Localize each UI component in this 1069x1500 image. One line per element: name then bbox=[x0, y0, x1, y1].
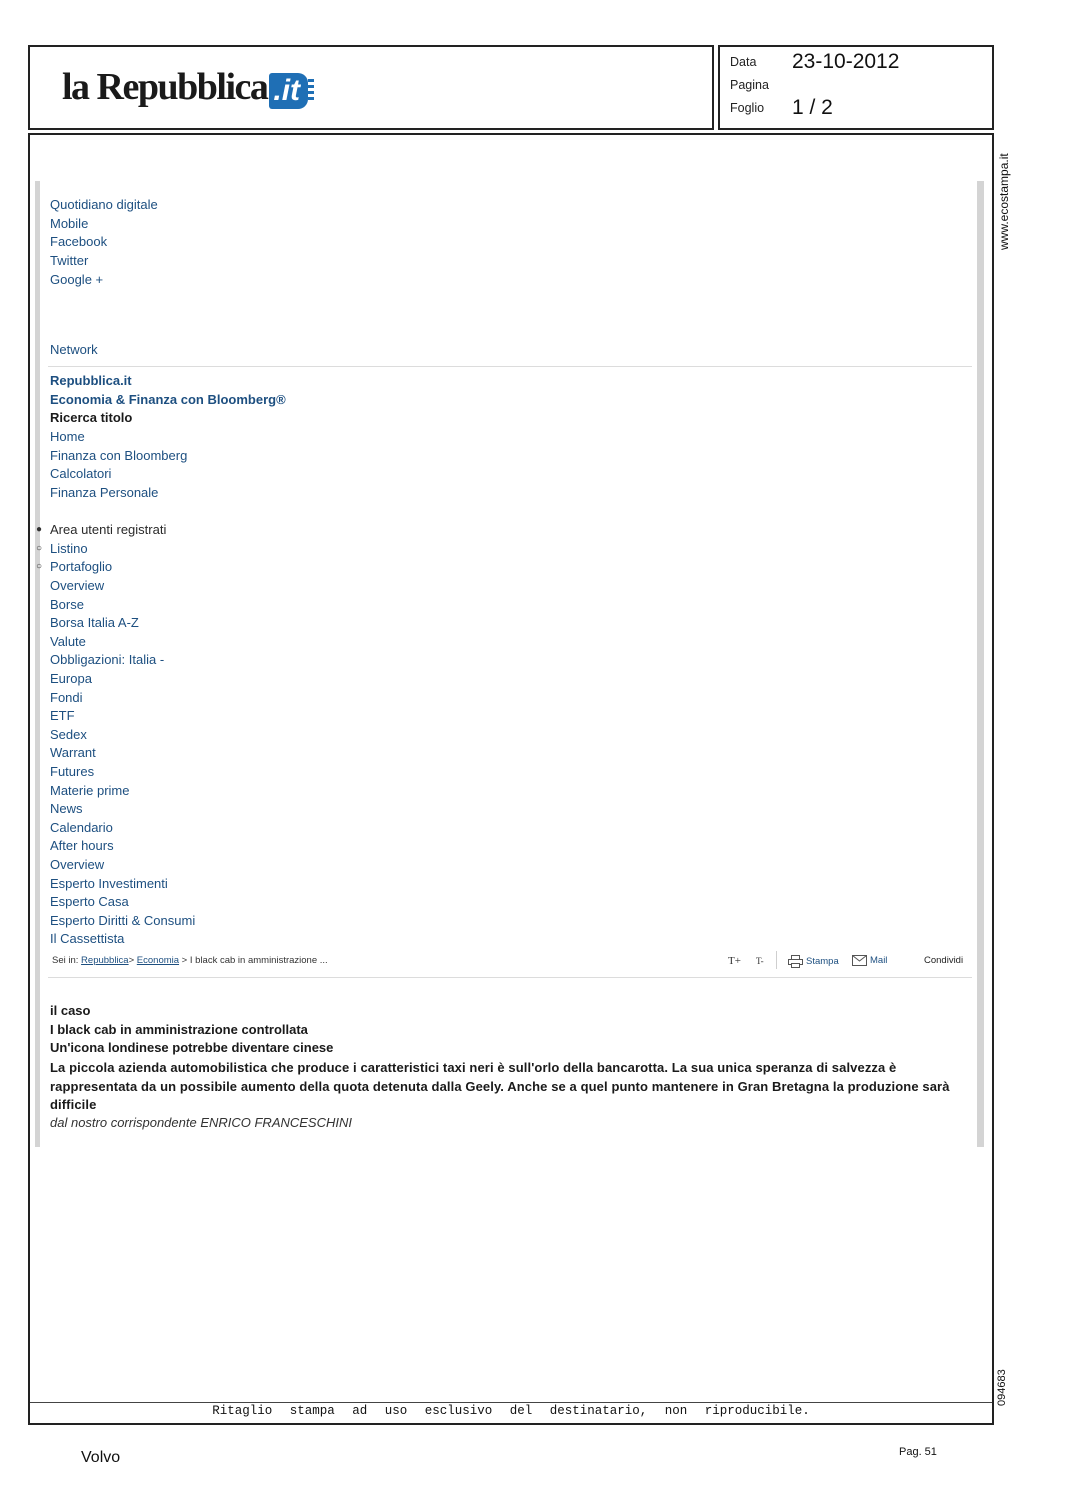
share-button[interactable]: Condividi bbox=[924, 955, 964, 966]
link-network[interactable]: Network bbox=[50, 342, 98, 357]
link-repubblica-it[interactable]: Repubblica.it bbox=[50, 373, 132, 388]
masthead-box bbox=[28, 45, 714, 130]
repubblica-logo bbox=[62, 65, 308, 109]
link-materie-prime[interactable]: Materie prime bbox=[50, 783, 130, 798]
print-button[interactable] bbox=[788, 955, 839, 968]
link-etf[interactable]: ETF bbox=[50, 708, 75, 723]
bullet-hollow-icon: ○ bbox=[36, 561, 43, 572]
sheet-label: Foglio bbox=[730, 101, 765, 115]
link-mobile[interactable]: Mobile bbox=[50, 216, 89, 231]
link-finanza-personale[interactable]: Finanza Personale bbox=[50, 485, 159, 500]
article-toolbar bbox=[52, 953, 972, 973]
link-google-plus[interactable]: Google + bbox=[50, 272, 104, 287]
breadcrumb-separator: > bbox=[128, 955, 135, 966]
link-calendario[interactable]: Calendario bbox=[50, 820, 113, 835]
date-label: Data bbox=[730, 55, 757, 69]
breadcrumb-current: > I black cab in amministrazione ... bbox=[179, 955, 328, 966]
page-scrollbar[interactable] bbox=[977, 181, 984, 1147]
article-title: I black cab in amministrazione controllata bbox=[50, 1022, 308, 1037]
link-obbligazioni-italia[interactable]: Obbligazioni: Italia - bbox=[50, 652, 165, 667]
link-overview-2[interactable]: Overview bbox=[50, 857, 105, 872]
divider bbox=[48, 366, 972, 367]
link-calcolatori[interactable]: Calcolatori bbox=[50, 466, 112, 481]
bullet-filled-icon: ● bbox=[36, 524, 43, 535]
link-borse[interactable]: Borse bbox=[50, 597, 84, 612]
logo-domain-badge: .it bbox=[269, 73, 308, 109]
link-home[interactable]: Home bbox=[50, 429, 85, 444]
mail-button[interactable] bbox=[852, 955, 887, 966]
disclaimer-bar bbox=[30, 1402, 992, 1421]
disclaimer-text: Ritaglio stampa ad uso esclusivo del destinatario, non riproducibile. bbox=[212, 1404, 810, 1418]
link-overview[interactable]: Overview bbox=[50, 578, 105, 593]
link-warrant[interactable]: Warrant bbox=[50, 745, 96, 760]
page-number: Pag. 51 bbox=[899, 1446, 937, 1458]
bullet-hollow-icon: ○ bbox=[36, 543, 43, 554]
ecostampa-website: www.ecostampa.it bbox=[997, 153, 1011, 250]
envelope-icon bbox=[852, 955, 867, 966]
breadcrumb-link-repubblica[interactable]: Repubblica bbox=[81, 955, 129, 966]
link-twitter[interactable]: Twitter bbox=[50, 253, 89, 268]
clipping-content-frame bbox=[28, 133, 994, 1425]
link-valute[interactable]: Valute bbox=[50, 634, 86, 649]
article-kicker: il caso bbox=[50, 1003, 91, 1018]
article-summary: La piccola azienda automobilistica che produce i caratteristici taxi neri è sull'orlo della bancarotta. La sua unica speranza di salvezza è rappresentata da un possibile aumento della quota detenuta dalla Geely. Anche se a quel punto mantenere in Gran Bretagna la produzione sarà difficile bbox=[50, 1060, 950, 1112]
link-economia-finanza[interactable]: Economia & Finanza con Bloomberg® bbox=[50, 392, 286, 407]
breadcrumb bbox=[52, 955, 328, 966]
link-borsa-italia-az[interactable]: Borsa Italia A-Z bbox=[50, 615, 139, 630]
clipping-info-box bbox=[718, 45, 994, 130]
link-futures[interactable]: Futures bbox=[50, 764, 95, 779]
mail-label: Mail bbox=[870, 955, 888, 966]
link-portafoglio[interactable]: Portafoglio bbox=[50, 559, 113, 574]
ricerca-titolo-heading: Ricerca titolo bbox=[50, 410, 133, 425]
print-label: Stampa bbox=[806, 956, 839, 967]
link-esperto-diritti-consumi[interactable]: Esperto Diritti & Consumi bbox=[50, 913, 196, 928]
clipping-code: 094683 bbox=[996, 1369, 1008, 1406]
client-name: Volvo bbox=[81, 1449, 121, 1466]
link-news[interactable]: News bbox=[50, 801, 83, 816]
toolbar-divider bbox=[776, 951, 777, 969]
link-listino[interactable]: Listino bbox=[50, 541, 88, 556]
divider bbox=[48, 977, 972, 978]
text-size-increase-button[interactable]: T+ bbox=[728, 955, 741, 967]
article-subtitle: Un'icona londinese potrebbe diventare cinese bbox=[50, 1040, 334, 1055]
sheet-value: 1 / 2 bbox=[792, 96, 833, 119]
date-value: 23-10-2012 bbox=[792, 50, 900, 73]
text-size-decrease-button[interactable]: T- bbox=[756, 956, 764, 966]
breadcrumb-link-economia[interactable]: Economia bbox=[136, 955, 180, 966]
article-byline: dal nostro corrispondente ENRICO FRANCESCHINI bbox=[50, 1115, 352, 1130]
link-esperto-casa[interactable]: Esperto Casa bbox=[50, 894, 129, 909]
link-il-cassettista[interactable]: Il Cassettista bbox=[50, 931, 125, 946]
page-label: Pagina bbox=[730, 78, 769, 92]
link-esperto-investimenti[interactable]: Esperto Investimenti bbox=[50, 876, 168, 891]
page-left-rule bbox=[35, 181, 43, 1147]
link-finanza-bloomberg[interactable]: Finanza con Bloomberg bbox=[50, 448, 188, 463]
link-fondi[interactable]: Fondi bbox=[50, 690, 83, 705]
printer-icon bbox=[788, 955, 803, 968]
link-sedex[interactable]: Sedex bbox=[50, 727, 87, 742]
area-utenti-label: Area utenti registrati bbox=[50, 522, 167, 537]
link-facebook[interactable]: Facebook bbox=[50, 234, 108, 249]
link-after-hours[interactable]: After hours bbox=[50, 838, 114, 853]
link-quotidiano-digitale[interactable]: Quotidiano digitale bbox=[50, 197, 158, 212]
breadcrumb-prefix: Sei in: bbox=[52, 955, 79, 966]
logo-wordmark: la Repubblica bbox=[62, 66, 268, 108]
link-europa[interactable]: Europa bbox=[50, 671, 92, 686]
